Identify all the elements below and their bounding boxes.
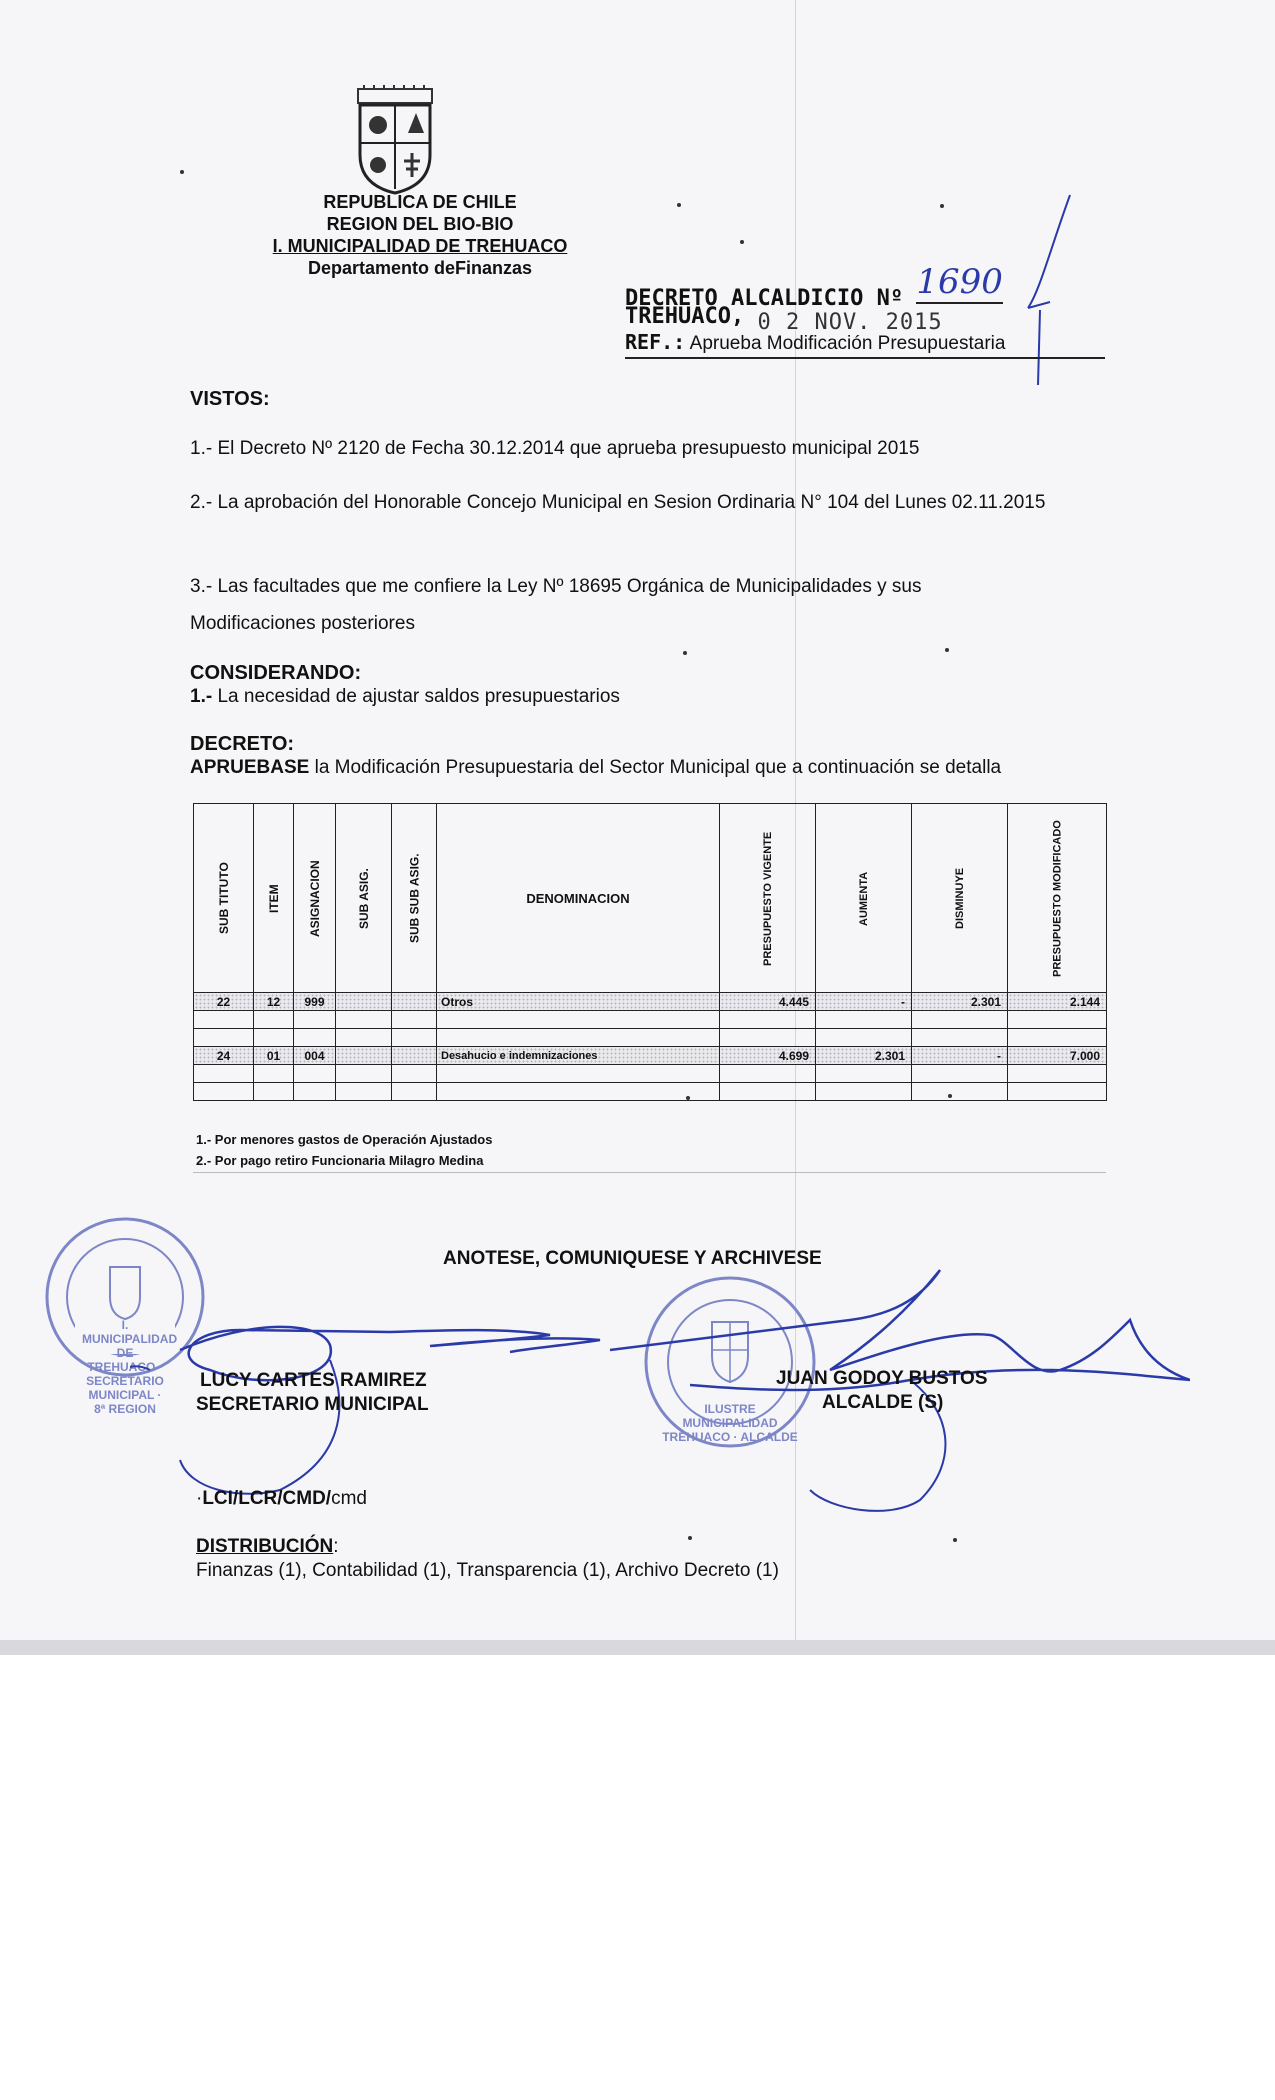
- decreto-text: [190, 757, 1001, 779]
- signatory-left-title: SECRETARIO MUNICIPAL: [196, 1394, 429, 1415]
- closing-formula: ANOTESE, COMUNIQUESE Y ARCHIVESE: [443, 1248, 822, 1269]
- signatory-right-name: JUAN GODOY BUSTOS: [776, 1368, 988, 1389]
- decree-number-handwritten: 1690: [916, 262, 1003, 302]
- ref-text: Aprueba Modificación Presupuestaria: [689, 333, 1006, 354]
- col-header-subtitulo: SUB TITUTO: [194, 804, 254, 993]
- initials-bold: LCI/LCR/CMD/: [202, 1488, 332, 1509]
- header-departamento: Departamento deFinanzas: [307, 258, 533, 278]
- considerando-num: 1.-: [190, 686, 213, 707]
- cell-aumenta: -: [816, 993, 912, 1011]
- scan-speck: [945, 648, 949, 652]
- col-header-denominacion: DENOMINACION: [437, 804, 720, 993]
- scan-speck: [953, 1538, 957, 1542]
- ref-label: REF.:: [625, 330, 686, 354]
- col-header-presupuesto-vigente: PRESUPUESTO VIGENTE: [720, 804, 816, 993]
- considerando-item: [190, 686, 620, 708]
- col-header-aumenta: AUMENTA: [816, 804, 912, 993]
- cell-subtitulo: 24: [194, 1047, 254, 1065]
- vistos-item-1: 1.- El Decreto Nº 2120 de Fecha 30.12.2014 que aprueba presupuesto municipal 2015: [190, 438, 920, 459]
- decreto-body: la Modificación Presupuestaria del Sector Municipal que a continuación se detalla: [314, 757, 1002, 778]
- col-header-item: ITEM: [254, 804, 294, 993]
- table-row-empty: [194, 1011, 1107, 1029]
- notes-divider: [193, 1172, 1106, 1173]
- considerando-title: CONSIDERANDO:: [190, 662, 362, 684]
- cell-vigente: 4.445: [720, 993, 816, 1011]
- scan-speck: [940, 204, 944, 208]
- cell-modificado: 7.000: [1008, 1047, 1107, 1065]
- cell-asignacion: 999: [294, 993, 336, 1011]
- header-republica: REPUBLICA DE CHILE: [323, 192, 517, 212]
- header-municipalidad: I. MUNICIPALIDAD DE TREHUACO: [272, 236, 568, 256]
- col-header-sub-asig: SUB ASIG.: [336, 804, 392, 993]
- cell-asignacion: 004: [294, 1047, 336, 1065]
- decree-reference: [625, 330, 1105, 359]
- cell-vigente: 4.699: [720, 1047, 816, 1065]
- municipal-crest-icon: [350, 85, 440, 195]
- scan-speck: [677, 203, 681, 207]
- cell-modificado: 2.144: [1008, 993, 1107, 1011]
- budget-table: [193, 803, 1107, 1101]
- table-note-1: 1.- Por menores gastos de Operación Ajustados: [196, 1132, 493, 1147]
- table-row-empty: [194, 1029, 1107, 1047]
- signatory-right-title: ALCALDE (S): [822, 1392, 944, 1413]
- initials-normal: cmd: [331, 1488, 367, 1509]
- table-row-empty: [194, 1065, 1107, 1083]
- left-seal-text: I. MUNICIPALIDAD DE TREHUACO · SECRETARIO MUNICIPAL · 8ª REGION: [82, 1318, 178, 1416]
- header-region: REGION DEL BIO-BIO: [326, 214, 514, 234]
- cell-sub-sub-asig: [392, 993, 437, 1011]
- scan-speck: [180, 170, 184, 174]
- cell-sub-sub-asig: [392, 1047, 437, 1065]
- place-label: TREHUACO,: [625, 304, 745, 329]
- date-stamp: 0 2 NOV. 2015: [757, 310, 943, 335]
- handwritten-slash-mark: [1010, 190, 1080, 390]
- cell-denominacion: Desahucio e indemnizaciones: [437, 1047, 720, 1065]
- scan-speck: [740, 240, 744, 244]
- table-note-2: 2.- Por pago retiro Funcionaria Milagro Medina: [196, 1153, 484, 1168]
- table-row: [194, 1047, 1107, 1065]
- distribution-title-line: DISTRIBUCIÓN:: [196, 1536, 339, 1557]
- cell-item: 12: [254, 993, 294, 1011]
- scan-speck: [948, 1094, 952, 1098]
- distribution-list: Finanzas (1), Contabilidad (1), Transparencia (1), Archivo Decreto (1): [196, 1560, 779, 1581]
- cell-aumenta: 2.301: [816, 1047, 912, 1065]
- table-header-row: [194, 804, 1107, 993]
- col-header-asignacion: ASIGNACION: [294, 804, 336, 993]
- table-row: [194, 993, 1107, 1011]
- vistos-title: VISTOS:: [190, 388, 270, 410]
- considerando-text: La necesidad de ajustar saldos presupuestarios: [217, 686, 620, 707]
- scan-speck: [688, 1536, 692, 1540]
- decree-place-date: [625, 304, 943, 335]
- cell-subtitulo: 22: [194, 993, 254, 1011]
- cell-denominacion: Otros: [437, 993, 720, 1011]
- initials-line: ·LCI/LCR/CMD/cmd: [196, 1488, 367, 1509]
- vistos-item-3: 3.- Las facultades que me confiere la Ley Nº 18695 Orgánica de Municipalidades y sus Modificaciones posteriores: [190, 576, 922, 634]
- col-header-sub-sub-asig: SUB SUB ASIG.: [392, 804, 437, 993]
- right-seal-text: ILUSTRE MUNICIPALIDAD TREHUACO · ALCALDE: [662, 1402, 798, 1444]
- table-row-empty: [194, 1083, 1107, 1101]
- signatory-left-name: LUCY CARTES RAMIREZ: [200, 1370, 427, 1391]
- cell-disminuye: -: [912, 1047, 1008, 1065]
- vistos-item-2: 2.- La aprobación del Honorable Concejo Municipal en Sesion Ordinaria N° 104 del Lunes 02.11.2015: [190, 492, 1046, 513]
- col-header-disminuye: DISMINUYE: [912, 804, 1008, 993]
- scan-speck: [683, 651, 687, 655]
- cell-item: 01: [254, 1047, 294, 1065]
- scan-speck: [686, 1096, 690, 1100]
- cell-sub-asig: [336, 993, 392, 1011]
- decreto-lead: APRUEBASE: [190, 757, 310, 778]
- cell-disminuye: 2.301: [912, 993, 1008, 1011]
- decreto-title: DECRETO:: [190, 733, 295, 755]
- decree-number-label: DECRETO ALCALDICIO Nº: [625, 286, 904, 311]
- cell-sub-asig: [336, 1047, 392, 1065]
- scan-edge: [0, 1640, 1275, 1655]
- col-header-presupuesto-modificado: PRESUPUESTO MODIFICADO: [1008, 804, 1107, 993]
- distribution-title: DISTRIBUCIÓN: [196, 1536, 334, 1557]
